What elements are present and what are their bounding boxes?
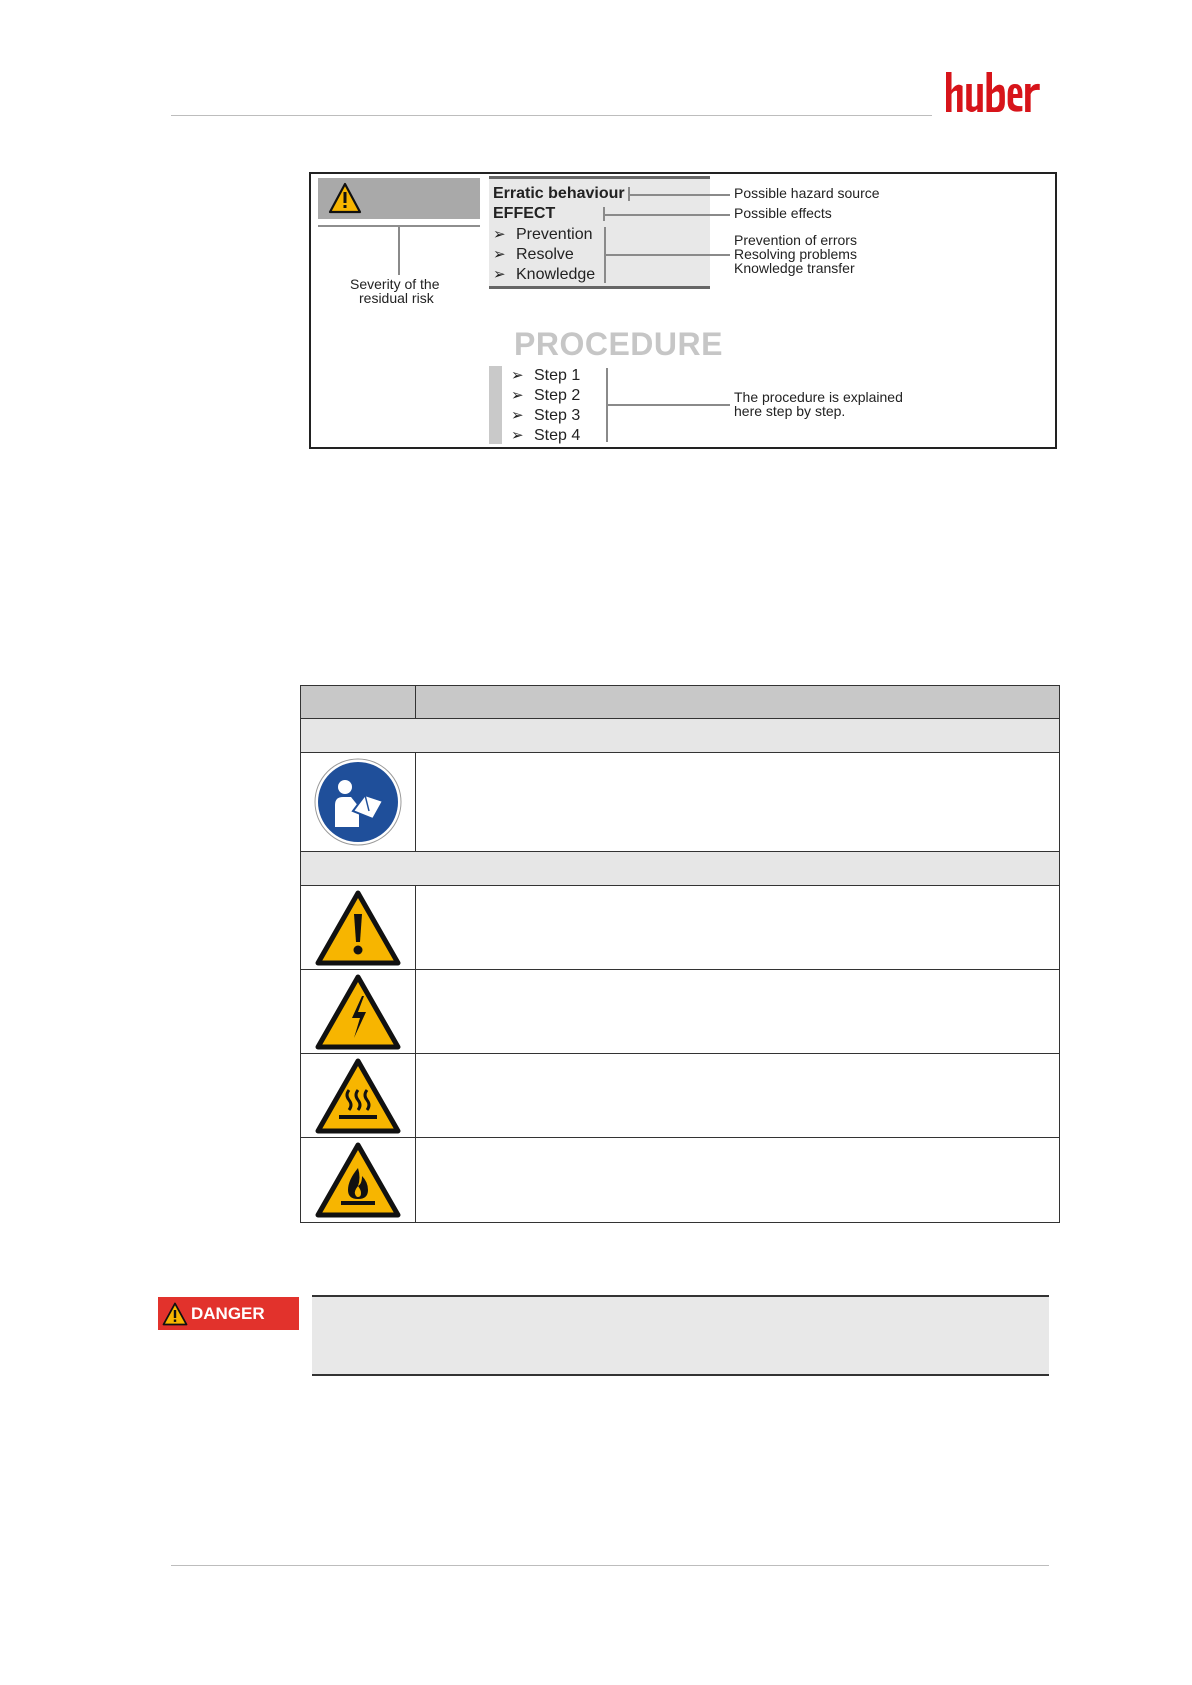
hot-surface-icon [315,1058,401,1134]
arrow-bullet-icon: ➢ [511,407,524,424]
item-label: Resolve [516,246,574,263]
danger-box [312,1295,1049,1376]
note-resolving: Resolving problems [734,246,857,262]
step-4 [511,426,580,445]
read-manual-icon [313,757,403,847]
steps-connector [606,404,730,406]
general-warning-icon [315,890,401,966]
severity-bar [318,178,480,219]
table-row [300,1138,1060,1223]
table-section-row [300,719,1060,753]
symbols-table [300,685,1060,1223]
severity-label-2: residual risk [359,290,434,306]
item-prevention [493,225,593,244]
footer-rule [171,1565,1049,1566]
table-header-row [300,685,1060,719]
hazard-title: Erratic behaviour [493,185,625,202]
step-label: Step 4 [534,427,581,444]
table-row [300,1054,1060,1138]
danger-label: DANGER [191,1303,265,1323]
procedure-title: PROCEDURE [514,326,723,362]
arrow-bullet-icon: ➢ [511,427,524,444]
step-label: Step 2 [534,387,581,404]
procedure-bar [489,366,502,444]
arrow-bullet-icon: ➢ [511,387,524,404]
arrow-bullet-icon: ➢ [493,226,506,243]
note-prevention: Prevention of errors [734,232,857,248]
electrical-voltage-icon [315,974,401,1050]
arrow-bullet-icon: ➢ [493,246,506,263]
procedure-note-2: here step by step. [734,403,846,419]
step-1 [511,366,580,385]
table-row [300,886,1060,970]
danger-badge [158,1297,299,1330]
effect-title: EFFECT [493,205,556,222]
effect-connector [603,214,730,216]
procedure-note-1: The procedure is explained [734,389,903,405]
huber-logo-mark [946,72,1040,114]
warning-triangle-icon [328,182,362,214]
item-resolve [493,245,574,264]
hazard-connector [628,194,730,196]
items-connector [604,254,730,256]
item-label: Knowledge [516,266,596,283]
note-knowledge: Knowledge transfer [734,260,855,276]
note-hazard: Possible hazard source [734,185,880,201]
table-section-row [300,852,1060,886]
note-effect: Possible effects [734,205,832,221]
item-knowledge [493,265,595,284]
severity-label-1: Severity of the [350,276,440,292]
table-row [300,970,1060,1054]
arrow-bullet-icon: ➢ [493,266,506,283]
step-2 [511,386,580,405]
arrow-bullet-icon: ➢ [511,367,524,384]
step-3 [511,406,580,425]
severity-connector [398,227,400,275]
table-row [300,753,1060,852]
header-rule [171,115,932,116]
huber-logo [946,72,1040,122]
item-label: Prevention [516,226,593,243]
warning-triangle-icon [162,1302,188,1326]
flammable-icon [315,1142,401,1218]
step-label: Step 1 [534,367,581,384]
step-label: Step 3 [534,407,581,424]
